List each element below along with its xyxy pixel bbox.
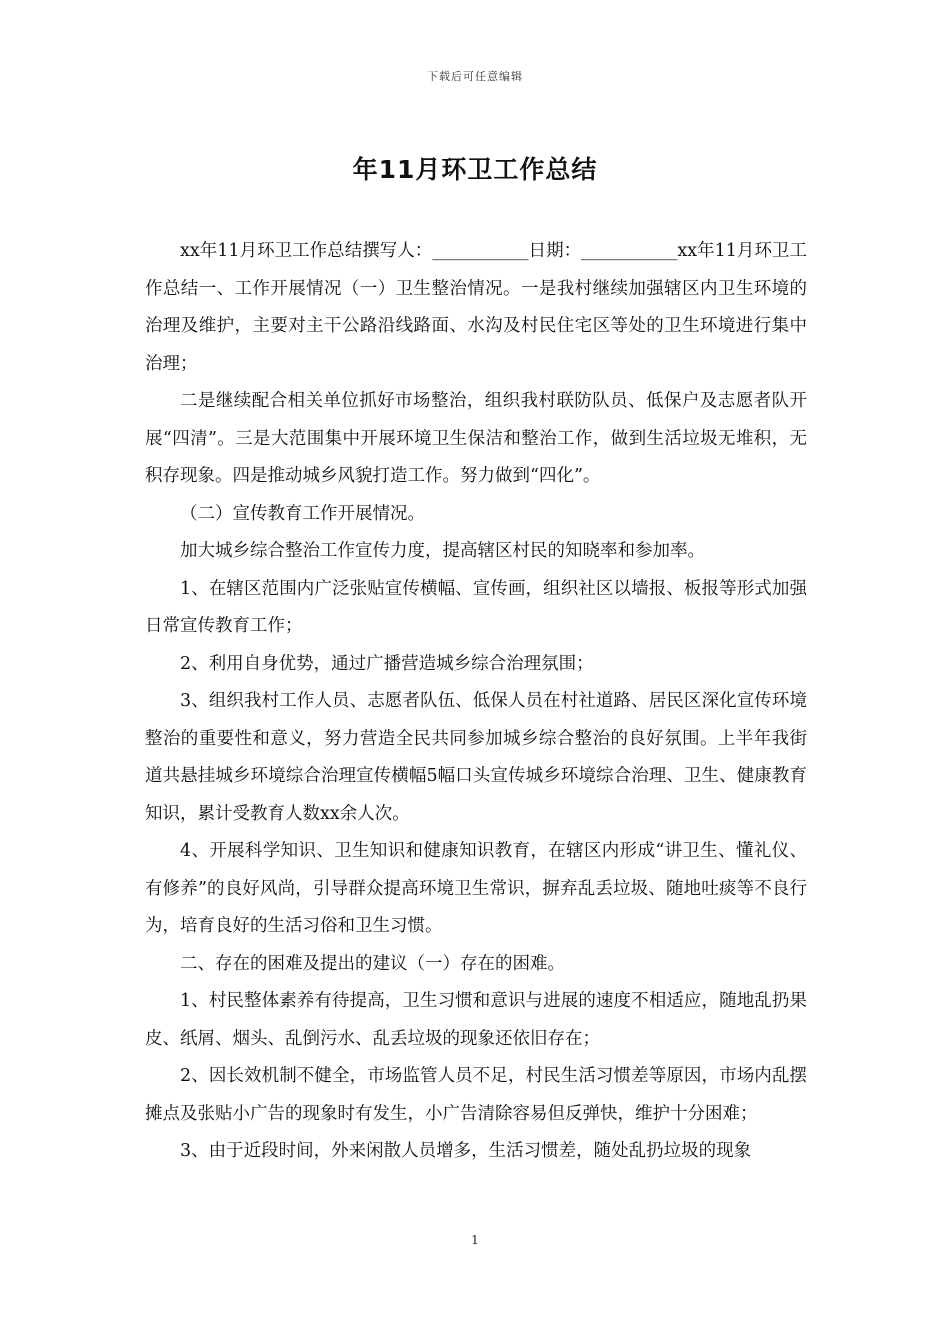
- paragraph: 2、因长效机制不健全，市场监管人员不足，村民生活习惯差等原因，市场内乱摆摊点及张贴小广告的现象时有发生，小广告清除容易但反弹快，维护十分困难；: [145, 1066, 807, 1124]
- paragraph: 二是继续配合相关单位抓好市场整治，组织我村联防队员、低保户及志愿者队开展“四清”。三是大范围集中开展环境卫生保洁和整治工作，做到生活垃圾无堆积，无积存现象。四是推动城乡风貌打造工作。努力做到“四化”。: [145, 391, 807, 486]
- paragraph: 加大城乡综合整治工作宣传力度，提高辖区村民的知晓率和参加率。: [180, 541, 705, 561]
- paragraph: 1、在辖区范围内广泛张贴宣传横幅、宣传画，组织社区以墙报、板报等形式加强日常宣传教育工作；: [145, 578, 807, 636]
- paragraph: 1、村民整体素养有待提高，卫生习惯和意识与进展的速度不相适应，随地乱扔果皮、纸屑、烟头、乱倒污水、乱丢垃圾的现象还依旧存在；: [145, 991, 807, 1049]
- paragraph: 3、组织我村工作人员、志愿者队伍、低保人员在村社道路、居民区深化宣传环境整治的重要性和意义，努力营造全民共同参加城乡综合整治的良好氛围。上半年我街道共悬挂城乡环境综合治理宣传横幅5幅口头宣传城乡环境综合治理、卫生、健康教育知识，累计受教育人数xx余人次。: [145, 691, 807, 824]
- paragraph: 二、存在的困难及提出的建议（一）存在的困难。: [180, 953, 565, 974]
- paragraph: 3、由于近段时间，外来闲散人员增多，生活习惯差，随处乱扔垃圾的现象: [180, 1141, 752, 1161]
- paragraph: 4、开展科学知识、卫生知识和健康知识教育，在辖区内形成“讲卫生、懂礼仪、有修养”的良好风尚，引导群众提高环境卫生常识，摒弃乱丢垃圾、随地吐痰等不良行为，培育良好的生活习俗和卫生习惯。: [145, 841, 807, 936]
- document-title: 年11月环卫工作总结: [352, 155, 598, 184]
- paragraph: （二）宣传教育工作开展情况。: [180, 503, 425, 524]
- paragraph: 2、利用自身优势，通过广播营造城乡综合治理氛围；: [180, 653, 594, 674]
- page-number: 1: [471, 1233, 479, 1247]
- page-header-note: 下载后可任意编辑: [427, 70, 523, 83]
- document-body: [145, 233, 807, 1171]
- paragraph: xx年11月环卫工作总结撰写人：___________日期：___________xx年11月环卫工作总结一、工作开展情况（一）卫生整治情况。一是我村继续加强辖区内卫生环境的治理及维护，主要对主干公路沿线路面、水沟及村民住宅区等处的卫生环境进行集中治理；: [145, 241, 807, 374]
